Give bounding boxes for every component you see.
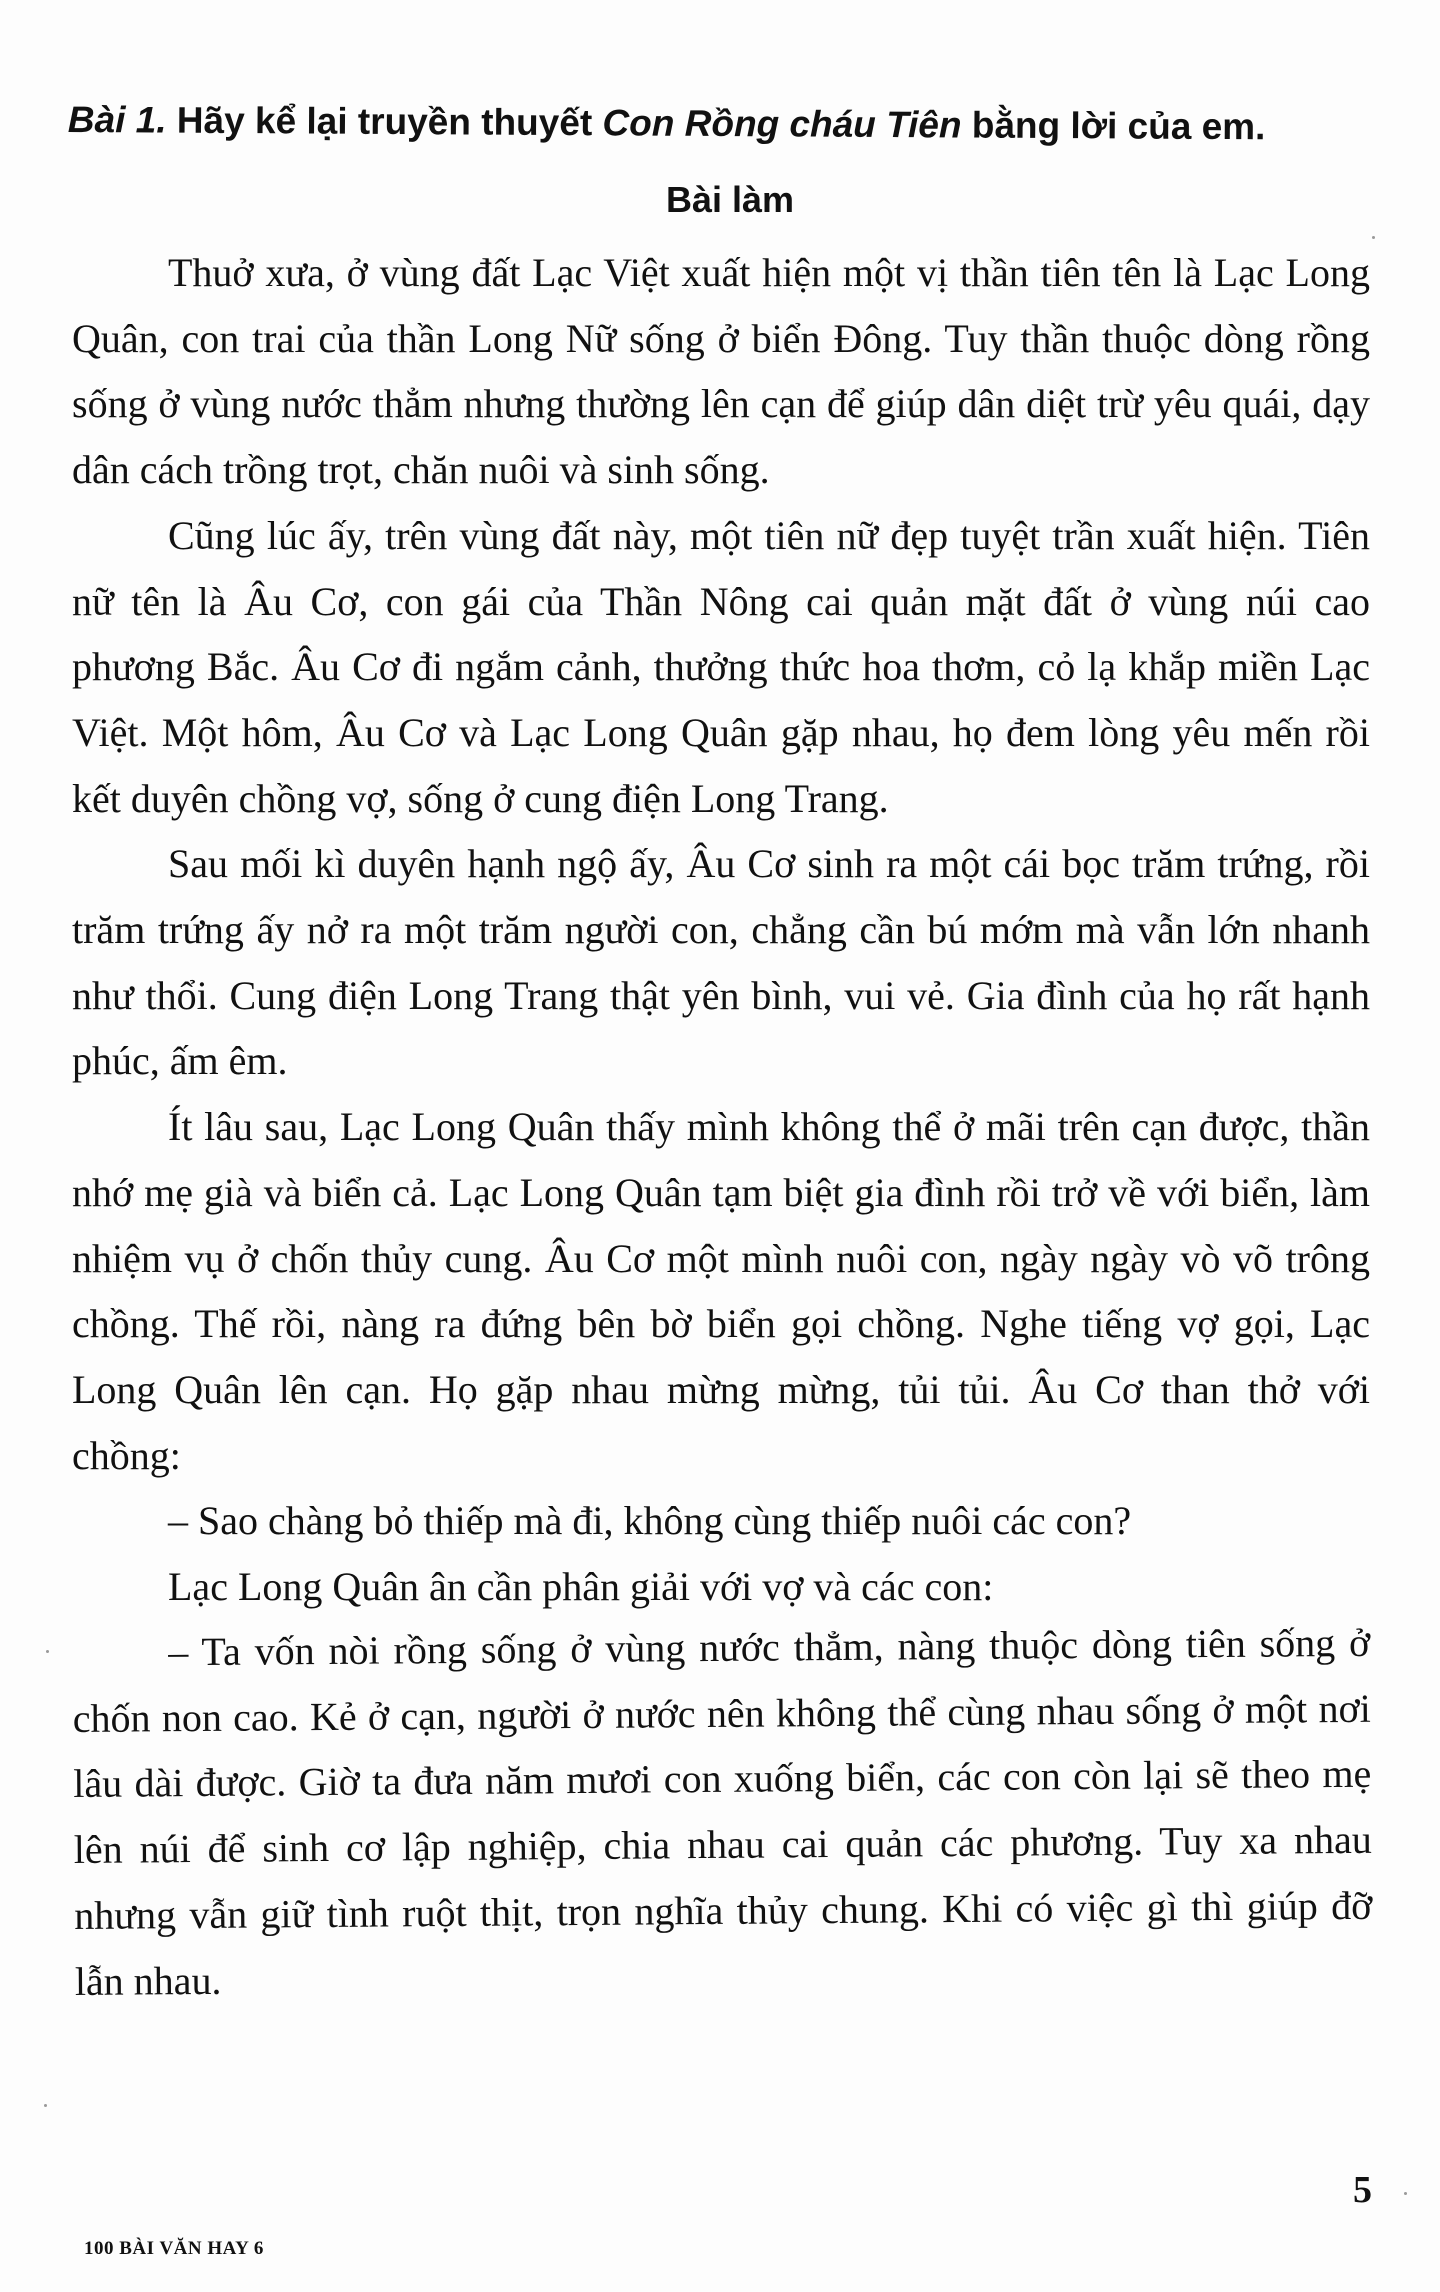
scan-speck bbox=[1404, 2192, 1407, 2195]
scan-speck bbox=[1372, 236, 1375, 239]
exercise-number: Bài 1. bbox=[67, 98, 167, 141]
paragraph: Sau mối kì duyên hạnh ngộ ấy, Âu Cơ sinh ra một cái bọc trăm trứng, rồi trăm trứng ấy nở ra một trăm người con, chẳng cần bú mớm mà vẫn lớn nhanh như thổi. Cung điện Long Trang thật yên bình, vui vẻ. Gia đình của họ rất hạnh phúc, ấm êm. bbox=[72, 841, 1370, 1084]
exercise-prompt-start: Hãy kể lại truyền thuyết bbox=[166, 99, 603, 144]
paragraph: Ít lâu sau, Lạc Long Quân thấy mình không thể ở mãi trên cạn được, thần nhớ mẹ già và biển cả. Lạc Long Quân tạm biệt gia đình rồi trở về với biển, làm nhiệm vụ ở chốn thủy cung. Âu Cơ một mình nuôi con, ngày ngày vò võ trông chồng. Thế rồi, nàng ra đứng bên bờ biển gọi chồng. Nghe tiếng vợ gọi, Lạc Long Quân lên cạn. Họ gặp nhau mừng mừng, tủi tủi. Âu Cơ than thở với chồng: bbox=[72, 1104, 1370, 1478]
paragraph: Cũng lúc ấy, trên vùng đất này, một tiên nữ đẹp tuyệt trần xuất hiện. Tiên nữ tên là Âu Cơ, con gái của Thần Nông cai quản mặt đất ở vùng núi cao phương Bắc. Âu Cơ đi ngắm cảnh, thưởng thức hoa thơm, cỏ lạ khắp miền Lạc Việt. Một hôm, Âu Cơ và Lạc Long Quân gặp nhau, họ đem lòng yêu mến rồi kết duyên chồng vợ, sống ở cung điện Long Trang. bbox=[72, 512, 1370, 821]
scan-speck bbox=[44, 2104, 47, 2107]
paragraph: Lạc Long Quân ân cần phân giải với vợ và các con: bbox=[168, 1564, 994, 1610]
scan-speck bbox=[46, 1650, 49, 1653]
section-title: Bài làm bbox=[665, 179, 795, 220]
story-title: Con Rồng cháu Tiên bbox=[602, 102, 962, 146]
paragraph: Thuở xưa, ở vùng đất Lạc Việt xuất hiện một vị thần tiên tên là Lạc Long Quân, con trai của thần Long Nữ sống ở biển Đông. Tuy thần thuộc dòng rồng sống ở vùng nước thẳm nhưng thường lên cạn để giúp dân diệt trừ yêu quái, dạy dân cách trồng trọt, chăn nuôi và sinh sống. bbox=[72, 250, 1370, 493]
book-title-footer: 100 BÀI VĂN HAY 6 bbox=[84, 2238, 264, 2259]
exercise-heading bbox=[68, 96, 1388, 152]
dialogue-line: – Sao chàng bỏ thiếp mà đi, không cùng thiếp nuôi các con? bbox=[168, 1498, 1132, 1544]
dialogue-line: – Ta vốn nòi rồng sống ở vùng nước thẳm, nàng thuộc dòng tiên sống ở chốn non cao. Kẻ ở cạn, người ở nước nên không thể cùng nhau sống ở một nơi lâu dài được. Giờ ta đưa năm mươi con xuống biển, các con còn lại sẽ theo mẹ lên núi để sinh cơ lập nghiệp, chia nhau cai quản các phương. Tuy xa nhau nhưng vẫn giữ tình ruột thịt, trọn nghĩa thủy chung. Khi có việc gì thì giúp đỡ lẫn nhau. bbox=[72, 1619, 1373, 2004]
essay-body bbox=[72, 240, 1373, 2014]
page-number: 5 bbox=[1353, 2169, 1372, 2211]
exercise-prompt-end: bằng lời của em. bbox=[961, 104, 1266, 148]
